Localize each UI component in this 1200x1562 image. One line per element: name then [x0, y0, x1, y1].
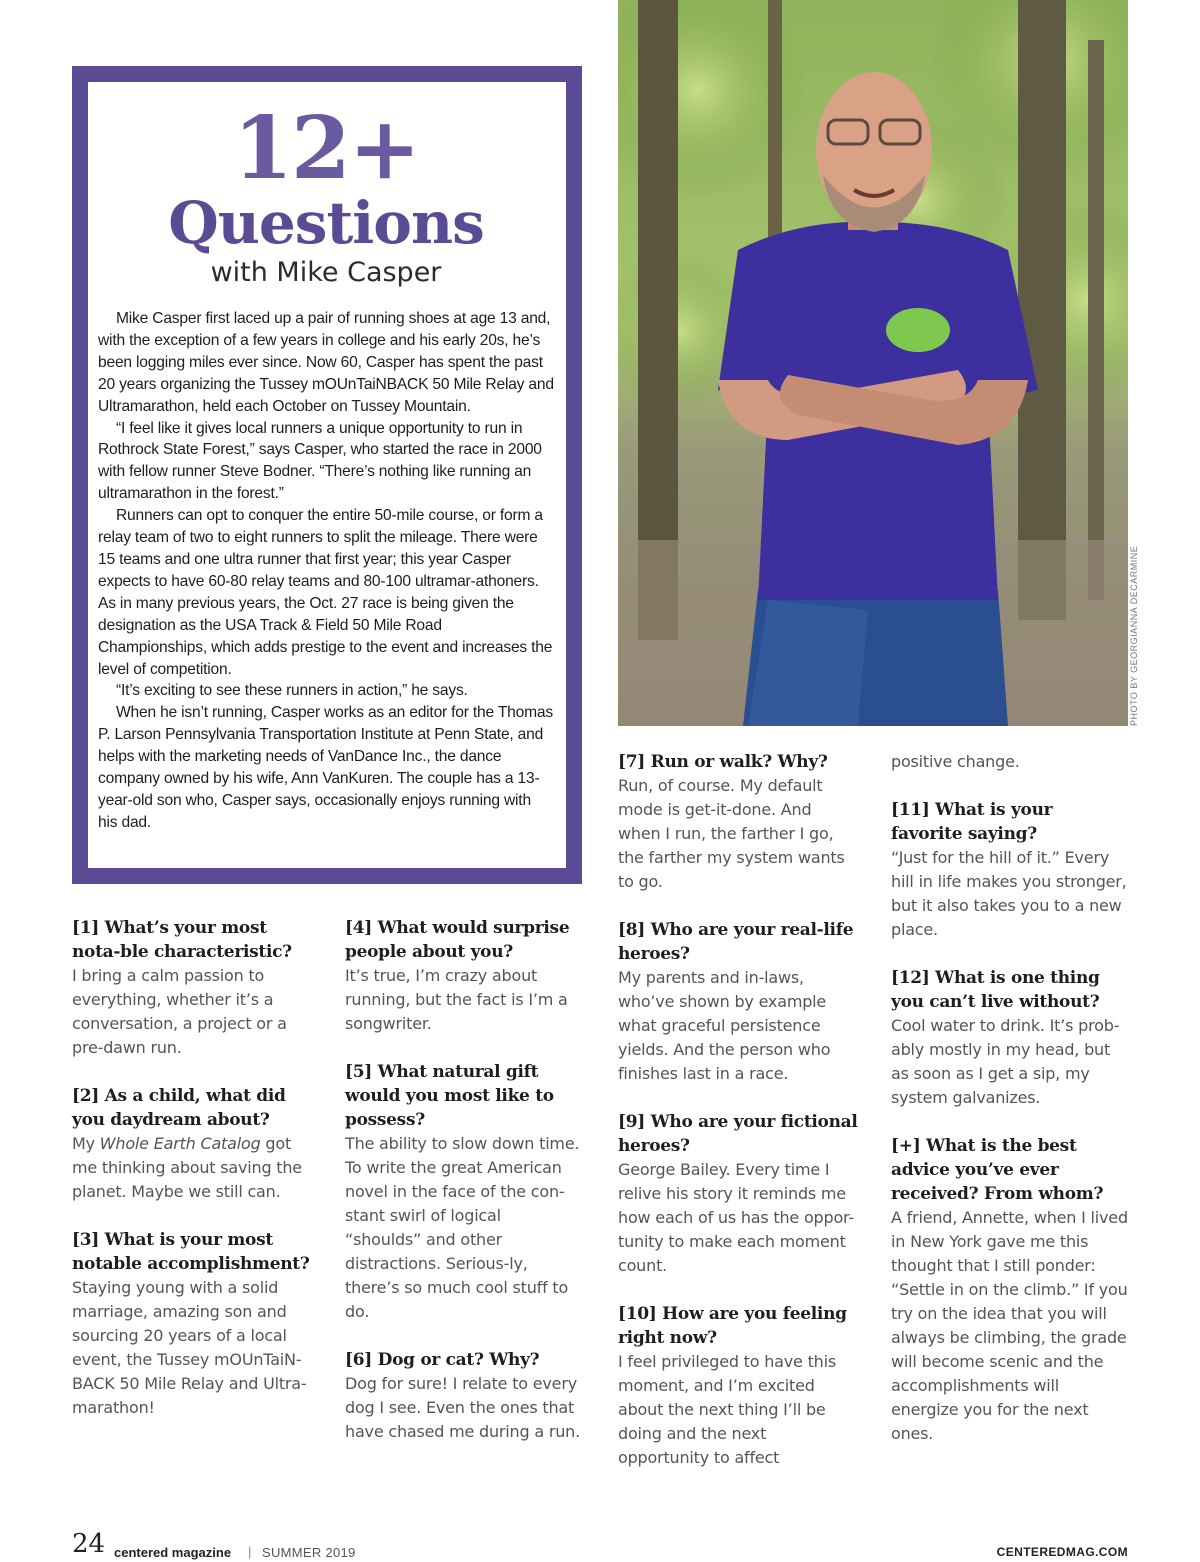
- question: [6] Dog or cat? Why?: [345, 1350, 540, 1370]
- qa-column-1: [72, 916, 312, 1444]
- answer: I feel privileged to have this moment, and I’m excited about the next thing I’ll be doing and the next opportunity to affect: [618, 1352, 836, 1467]
- photo-credit: PHOTO BY GEORGIANNA DECARMINE: [1129, 545, 1139, 726]
- qa-column-3: [618, 750, 858, 1494]
- question: [5] What natural gift would you most like to possess?: [345, 1062, 554, 1130]
- answer: The ability to slow down time. To write the great American novel in the face of the con-stant swirl of logical “shoulds” and other distractions. Serious-ly, there’s so much cool stuff to do.: [345, 1134, 580, 1321]
- answer: I bring a calm passion to everything, whether it’s a conversation, a project or a pre-dawn run.: [72, 966, 287, 1057]
- question: [4] What would surprise people about you?: [345, 918, 570, 962]
- question: [12] What is one thing you can’t live without?: [891, 968, 1100, 1012]
- question: [9] Who are your fictional heroes?: [618, 1112, 858, 1156]
- qa-item: [618, 1302, 858, 1470]
- qa-item: [891, 1134, 1128, 1446]
- title-word: Questions: [168, 189, 484, 257]
- qa-item: [891, 798, 1128, 942]
- qa-item: [618, 750, 858, 894]
- intro-text: [98, 308, 554, 834]
- intro-box-frame: [72, 66, 582, 884]
- answer: Dog for sure! I relate to every dog I see. Even the ones that have chased me during a run.: [345, 1374, 580, 1441]
- intro-paragraph: “It’s exciting to see these runners in action,” he says.: [116, 682, 468, 700]
- title-number: 12+: [233, 98, 419, 199]
- intro-box: [88, 82, 566, 868]
- question: [7] Run or walk? Why?: [618, 752, 828, 772]
- qa-item: [618, 1110, 858, 1278]
- question: [10] How are you feeling right now?: [618, 1304, 847, 1348]
- qa-column-4: [891, 750, 1128, 1470]
- qa-item: [72, 1228, 312, 1420]
- qa-item: [72, 1084, 312, 1204]
- page-number: 24: [72, 1529, 106, 1559]
- question: [3] What is your most notable accomplishment?: [72, 1230, 310, 1274]
- footer-separator: |: [248, 1544, 252, 1559]
- qa-item: [891, 966, 1128, 1110]
- qa-item: [72, 916, 312, 1060]
- answer: George Bailey. Every time I relive his story it reminds me how each of us has the oppor-tunity to make each moment count.: [618, 1160, 854, 1275]
- question: [+] What is the best advice you’ve ever received? From whom?: [891, 1136, 1104, 1204]
- question: [11] What is your favorite saying?: [891, 800, 1053, 844]
- answer-continued: positive change.: [891, 752, 1020, 771]
- answer: “Just for the hill of it.” Every hill in life makes you stronger, but it also takes you to a new place.: [891, 848, 1127, 939]
- answer: Run, of course. My default mode is get-it-done. And when I run, the farther I go, the farther my system wants to go.: [618, 776, 845, 891]
- answer: Staying young with a solid marriage, amazing son and sourcing 20 years of a local event, the Tussey mOUnTaiN-BACK 50 Mile Relay and Ultra-marathon!: [72, 1278, 307, 1417]
- answer: It’s true, I’m crazy about running, but the fact is I’m a songwriter.: [345, 966, 568, 1033]
- question: [8] Who are your real-life heroes?: [618, 920, 854, 964]
- portrait-photo: [618, 0, 1128, 726]
- question: [2] As a child, what did you daydream about?: [72, 1086, 286, 1130]
- qa-item: [345, 916, 581, 1036]
- answer-italic-title: Whole Earth Catalog: [99, 1134, 261, 1153]
- intro-paragraph: Runners can opt to conquer the entire 50-mile course, or form a relay team of two to eight runners to split the mileage. There were 15 teams and one ultra runner that first year; this year Casper expects to have 60-80 relay teams and 80-100 ultramar-athoners. As in many previous years, the Oct. 27 race is being given the designation as the USA Track & Field 50 Mile Road Championships, which adds prestige to the event and increases the level of competition.: [98, 507, 553, 678]
- issue-label: SUMMER 2019: [262, 1545, 356, 1560]
- qa-column-2: [345, 916, 581, 1468]
- qa-item: [345, 1348, 581, 1444]
- website-link[interactable]: CENTEREDMAG.COM: [996, 1545, 1128, 1559]
- intro-paragraph: “I feel like it gives local runners a unique opportunity to run in Rothrock State Forest,” says Casper, who started the race in 2000 with fellow runner Steve Bodner. “There’s nothing like running an ultramarathon in the forest.”: [98, 419, 542, 503]
- subtitle: with Mike Casper: [210, 257, 442, 288]
- magazine-name: centered magazine: [114, 1545, 232, 1560]
- answer-text: My: [72, 1134, 100, 1153]
- answer: A friend, Annette, when I lived in New York gave me this thought that I still ponder: “Settle in on the climb.” If you try on the idea that you will always be climbing, the grade will become scenic and the accomplishments will energize you for the next ones.: [891, 1208, 1128, 1443]
- question: [1] What’s your most nota-ble characteristic?: [72, 918, 292, 962]
- answer: Cool water to drink. It’s prob-ably mostly in my head, but as soon as I get a sip, my system galvanizes.: [891, 1016, 1120, 1107]
- intro-paragraph: Mike Casper first laced up a pair of running shoes at age 13 and, with the exception of a few years in college and his early 20s, he’s been logging miles ever since. Now 60, Casper has spent the past 20 years organizing the Tussey mOUnTaiNBACK 50 Mile Relay and Ultramarathon, held each October on Tussey Mountain.: [98, 310, 554, 415]
- answer-text: got me thinking about saving the planet. Maybe we still can.: [72, 1134, 302, 1201]
- answer: My parents and in-laws, who’ve shown by example what graceful persistence yields. And the person who finishes last in a race.: [618, 968, 831, 1083]
- answer: [72, 1132, 312, 1204]
- qa-item: [891, 750, 1128, 774]
- intro-paragraph: When he isn’t running, Casper works as an editor for the Thomas P. Larson Pennsylvania Transportation Institute at Penn State, and helps with the marketing needs of VanDance Inc., the dance company owned by his wife, Ann VanKuren. The couple has a 13-year-old son who, Casper says, occasionally enjoys running with his dad.: [98, 704, 553, 831]
- qa-item: [345, 1060, 581, 1324]
- qa-item: [618, 918, 858, 1086]
